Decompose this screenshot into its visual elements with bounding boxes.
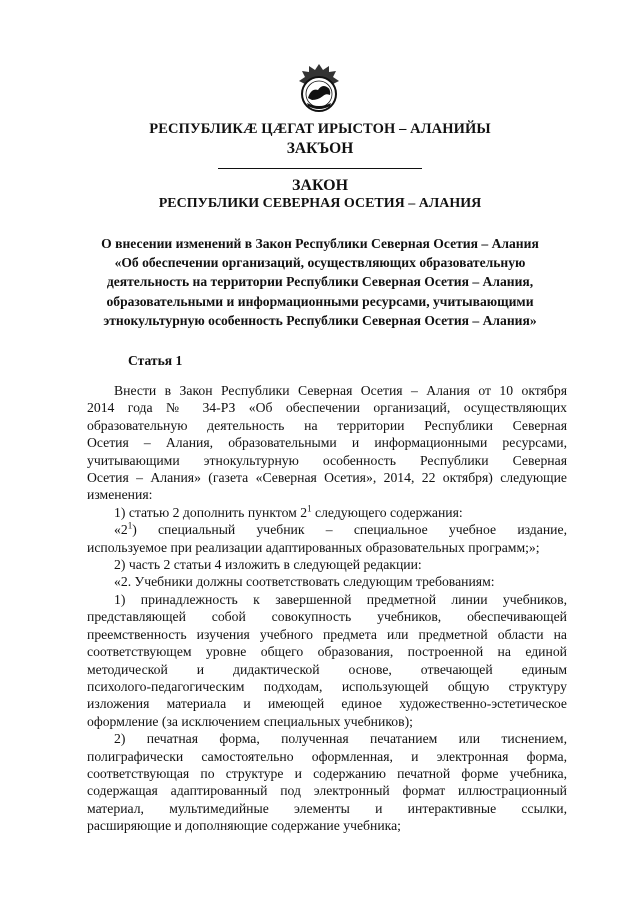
superscript: 1 — [307, 503, 312, 514]
body-line: Осетия – Алания, образовательными и информационными ресурсами, — [87, 435, 567, 451]
definition-text: ) специальный учебник – специальное учебное издание, — [132, 522, 567, 538]
coat-of-arms-icon — [296, 62, 342, 116]
law-heading: ЗАКОН — [291, 177, 349, 194]
amendment-text: следующего содержания: — [311, 504, 463, 520]
requirement-2-line: содержащая адаптированный под электронный формат иллюстрационный — [87, 783, 567, 799]
requirement-2-line: расширяющие и дополняющие содержание учебника; — [87, 818, 401, 834]
definition-text: «2 — [114, 522, 128, 538]
body-line: изменения: — [87, 487, 153, 503]
requirement-2-line: соответствующая по структуре и содержанию печатной форме учебника, — [87, 765, 567, 781]
requirements-intro: «2. Учебники должны соответствовать следующим требованиям: — [114, 574, 495, 590]
law-title-line: О внесении изменений в Закон Республики Северная Осетия – Алания — [101, 236, 539, 251]
requirement-1-line: соответствующем уровне общего образования, построенной на единой — [87, 644, 567, 660]
amendment-item-1 — [87, 504, 567, 521]
requirement-1-line: психолого-педагогическим подходам, использующей общую структуру — [87, 678, 567, 694]
body-line: образовательную деятельность на территории Республики Северная — [87, 417, 567, 433]
body-line: Внести в Закон Республики Северная Осетия – Алания от 10 октября — [114, 383, 567, 398]
amendment-text: 1) статью 2 дополнить пунктом 2 — [114, 504, 308, 520]
republic-heading: РЕСПУБЛИКИ СЕВЕРНАЯ ОСЕТИЯ – АЛАНИЯ — [158, 196, 482, 211]
article-heading: Статья 1 — [128, 353, 183, 368]
requirement-2-line: полиграфически самостоятельно оформленная, и электронная форма, — [87, 748, 567, 764]
superscript: 1 — [127, 520, 133, 531]
law-title-line: «Об обеспечении организаций, осуществляющих образовательную — [114, 255, 526, 271]
law-title-line: образовательными и информационными ресурсами, учитывающими — [106, 293, 534, 309]
amendment-item-2: 2) часть 2 статьи 4 изложить в следующей редакции: — [114, 557, 422, 573]
requirement-1-line: преемственность изучения учебного предмета или предметной области на — [87, 626, 567, 642]
header-divider — [218, 168, 422, 169]
requirement-2-line: материал, мультимедийные элементы и интерактивные ссылки, — [87, 800, 567, 816]
ossetian-republic-heading: РЕСПУБЛИКӔ ЦӔГАТ ИРЫСТОН – АЛАНИЙЫ — [149, 121, 491, 137]
body-line: 2014 года № 34-РЗ «Об обеспечении организаций, осуществляющих — [87, 400, 567, 416]
law-title — [0, 234, 640, 330]
body-line: учитывающими этнокультурную особенность Республики Северная — [87, 452, 567, 468]
law-title-line: деятельность на территории Республики Северная Осетия – Алания, — [106, 274, 534, 290]
definition-line — [87, 521, 567, 538]
definition-line: используемое при реализации адаптированных образовательных программ;»; — [87, 539, 540, 555]
article-body — [87, 382, 567, 835]
law-title-line: этнокультурную особенность Республики Северная Осетия – Алания» — [103, 312, 537, 328]
requirement-1-line: представляющей собой совокупность учебников, обеспечивающей — [87, 609, 567, 625]
requirement-2-line: 2) печатная форма, полученная печатанием или тиснением, — [114, 731, 567, 747]
body-line: Осетия – Алания» (газета «Северная Осетия», 2014, 22 октября) следующие — [87, 470, 567, 486]
requirement-1-line: 1) принадлежность к завершенной предметной линии учебников, — [114, 591, 567, 607]
requirement-1-line: изложения материала и имеющей единое художественно-эстетическое — [87, 696, 567, 712]
ossetian-law-heading: ЗАКЪОН — [286, 140, 354, 157]
requirement-1-line: методической и дидактической основе, отвечающей единым — [87, 661, 567, 677]
requirement-1-line: оформление (за исключением специальных учебников); — [87, 713, 413, 729]
